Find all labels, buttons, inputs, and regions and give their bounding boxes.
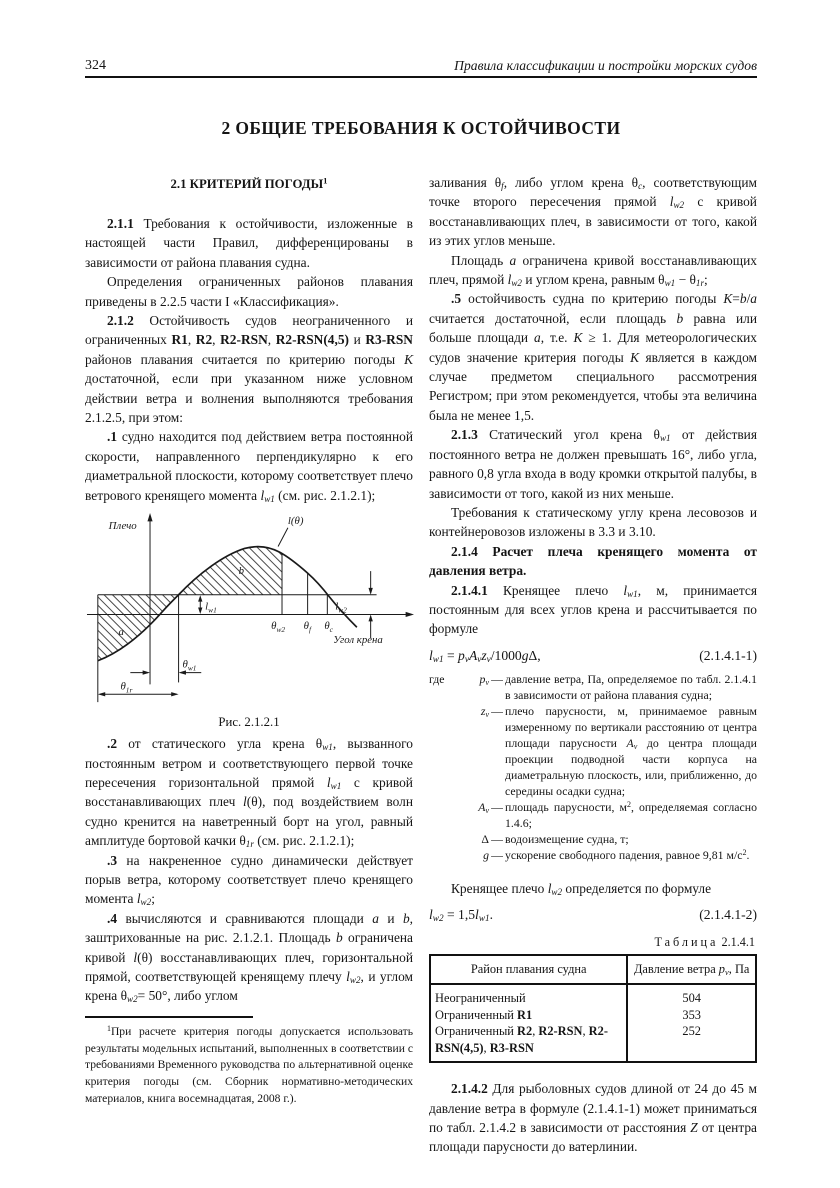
paragraph: Требования к статическому углу крена лесовозов и контейнеровозов изложены в 3.3 и 3.10.: [429, 504, 757, 540]
paragraph: 2.1.4 Расчет плеча кренящего момента от давления ветра.: [429, 543, 757, 579]
paragraph: заливания $\theta_f$, либо углом крена $\theta_c$, соответствующим точке второго пересечения прямой $l_{w2}$ с кривой восстанавливающих плеч, в зависимости от того, какой из этих углов меньше.: [429, 175, 757, 249]
theta-1r-label: $\theta_{1r}$: [120, 680, 133, 695]
paragraph: Кренящее плечо $l_{w2}$ определяется по формуле: [451, 880, 712, 897]
table-row: Ограниченный R1 353: [430, 1007, 756, 1024]
table-2-1-4-1: [429, 954, 757, 1063]
symbol-definition-row: $z_v$ — плечо парусности, м, принимаемое равным измеренному по вертикали расстоянию от центра площади парусности $A_v$ до центра площади проекции подводной части корпуса на диаметральную плоскость, или, приближенно, до середины осадки судна;: [480, 703, 757, 798]
page-header: [85, 58, 757, 78]
footnote-text: $^1$При расчете критерия погоды допускается использовать результаты модельных испытаний, выполненных в соответствии с требованиями Временного руководства по альтернативной оценке критерия погоды (см. Сборник нормативно-методических материалов, книга восемнадцатая, 2008 г.).: [85, 1023, 413, 1105]
paragraph: .2 от статического угла крена $\theta_{w1}$, вызванного постоянным ветром и соответствующего первой точке пересечения горизонтальной прямой $l_{w1}$ с кривой восстанавливающих плеч l(θ), под воздействием волн судно кренится на наветренный борт на угол, равный амплитуде бортовой качки $\theta_{1r}$ (см. рис. 2.1.2.1);: [85, 736, 414, 850]
two-column-layout: [85, 173, 757, 1157]
area-a-label: a: [118, 626, 124, 639]
page-number: 324: [85, 58, 106, 73]
section-heading: 2.1 КРИТЕРИЙ ПОГОДЫ$^1$: [170, 175, 328, 191]
formula-2-1-4-1-1: [429, 648, 757, 664]
heel-axis-label: Угол крена: [333, 634, 383, 647]
right-text-block-1: [429, 173, 757, 639]
left-text-block-1: [85, 214, 413, 505]
paragraph: .4 вычисляются и сравниваются площади a и b, заштрихованные на рис. 2.1.2.1. Площадь b ограничена кривой l(θ) восстанавливающих плеч, горизонтальной прямой, соответствующей кренящему плечу $l_{w2}$, и углом крена $\theta_{w2}= 50^\circ$, либо углом: [85, 910, 414, 1005]
paragraph: .3 на накрененное судно динамически действует порыв ветра, которому соответствует плечо кренящего момента $l_{w2}$;: [85, 852, 413, 908]
running-title: Правила классификации и постройки морских судов: [454, 58, 757, 73]
figure-2-1-2-1: [85, 513, 413, 730]
symbol-definition-row: где $p_v$ — давление ветра, Па, определяемое по табл. 2.1.4.1 в зависимости от района плавания судна;: [429, 671, 757, 702]
left-column: [85, 173, 413, 1157]
stability-diagram: [85, 513, 415, 710]
paragraph: 2.1.2 Остойчивость судов неограниченного и ограниченных R1, R2, R2-RSN, R2-RSN(4,5) и R3-RSN районов плавания считается по критерию погоды K достаточной, если при указанном ниже условном действии ветра и волнения выполняются требования 2.1.2.5, при этом:: [85, 313, 413, 426]
paragraph: .5 остойчивость судна по критерию погоды K=b/a считается достаточной, если площадь b равна или больше площади a, т.е. K ≥ 1. Для метеорологических судов значение критерия погоды K является в каждом случае предметом специального рассмотрения Регистром; при этом рекомендуется, чтобы эта величина была не менее 1,5.: [429, 291, 758, 423]
area-a-hatched: [98, 595, 179, 661]
theta-c-label: $\theta_c$: [324, 620, 333, 635]
right-text-block-3: [429, 1079, 757, 1157]
paragraph: Определения ограниченных районов плавания приведены в 2.2.5 части I «Классификация».: [85, 274, 413, 309]
theta-w2-label: $\theta_{w2}$: [271, 620, 286, 635]
theta-f-label: $\theta_f$: [303, 620, 312, 635]
formula-number: (2.1.4.1-2): [699, 907, 757, 923]
paragraph: 2.1.1 Требования к остойчивости, изложенные в настоящей части Правил, дифференцированы в зависимости от района плавания судна.: [85, 216, 413, 270]
formula-expression: $l_{w1} = p_vA_vz_v/1000g\Delta$,: [429, 647, 541, 664]
table-header-row: [430, 955, 756, 984]
col-header-wind-pressure: Давление ветра $p_v$, Па: [627, 955, 756, 984]
area-b-label: b: [238, 565, 245, 578]
footnote: [85, 1016, 413, 1108]
left-text-block-2: [85, 734, 413, 1006]
right-column: [429, 173, 757, 1157]
col-header-navigation-area: Район плавания судна: [430, 955, 627, 984]
chapter-title: 2 ОБЩИЕ ТРЕБОВАНИЯ К ОСТОЙЧИВОСТИ: [221, 118, 621, 138]
paragraph: 2.1.4.1 Кренящее плечо $l_{w1}$, м, принимается постоянным для всех углов крена и рассчитывается по формуле: [429, 582, 757, 637]
formula-2-1-4-1-2: [429, 907, 757, 923]
paragraph: 2.1.4.2 Для рыболовных судов длиной от 24 до 45 м давление ветра в формуле (2.1.4.1-1) может приниматься по табл. 2.1.4.2 в зависимости от расстояния Z от центра площади парусности до ватерлинии.: [429, 1081, 757, 1155]
lw1-label: $l_{w1}$: [205, 600, 217, 615]
lw2-label: $l_{w2}$: [335, 600, 347, 615]
paragraph: 2.1.3 Статический угол крена $\theta_{w1}$ от действия постоянного ветра не должен превышать 16°, либо угла, равного 0,8 угла входа в воду кромки открытой палубы, в зависимости от того, какой из них меньше.: [429, 427, 757, 501]
theta-w1-label: $\theta_{w1}$: [182, 658, 197, 673]
symbol-definition-row: $A_v$ — площадь парусности, $м^2$, определяемая согласно 1.4.6;: [478, 799, 757, 830]
table-row: Неограниченный 504: [430, 984, 756, 1007]
symbol-definitions: [429, 671, 757, 863]
formula-expression: $l_{w2} = 1,5l_{w1}$.: [429, 907, 493, 924]
lever-axis-label: Плечо: [108, 519, 137, 532]
right-text-block-2: [429, 879, 757, 898]
paragraph: .1 судно находится под действием ветра постоянной скорости, направленного перпендикулярно к его диаметральной плоскости, которому соответствует плечо ветрового кренящего момента $l_{w1}$ (см. рис. 2.1.2.1);: [85, 429, 414, 504]
curve-label: l(θ): [287, 514, 304, 527]
figure-caption: Рис. 2.1.2.1: [218, 715, 280, 730]
paragraph: Площадь a ограничена кривой восстанавливающих плеч, прямой $l_{w2}$ и углом крена, равным $\theta_{w1} - \theta_{1r}$;: [429, 252, 757, 289]
footnote-rule: [85, 1016, 253, 1018]
formula-number: (2.1.4.1-1): [699, 647, 757, 663]
table-caption: Таблица 2.1.4.1: [654, 935, 755, 950]
symbol-definition-row: g — ускорение свободного падения, равное 9,81 $м/с^2$.: [483, 847, 750, 862]
table-row: Ограниченный R2, R2-RSN, R2-RSN(4,5), R3-RSN 252: [430, 1023, 756, 1062]
symbol-definition-row: Δ — водоизмещение судна, т;: [481, 831, 629, 846]
